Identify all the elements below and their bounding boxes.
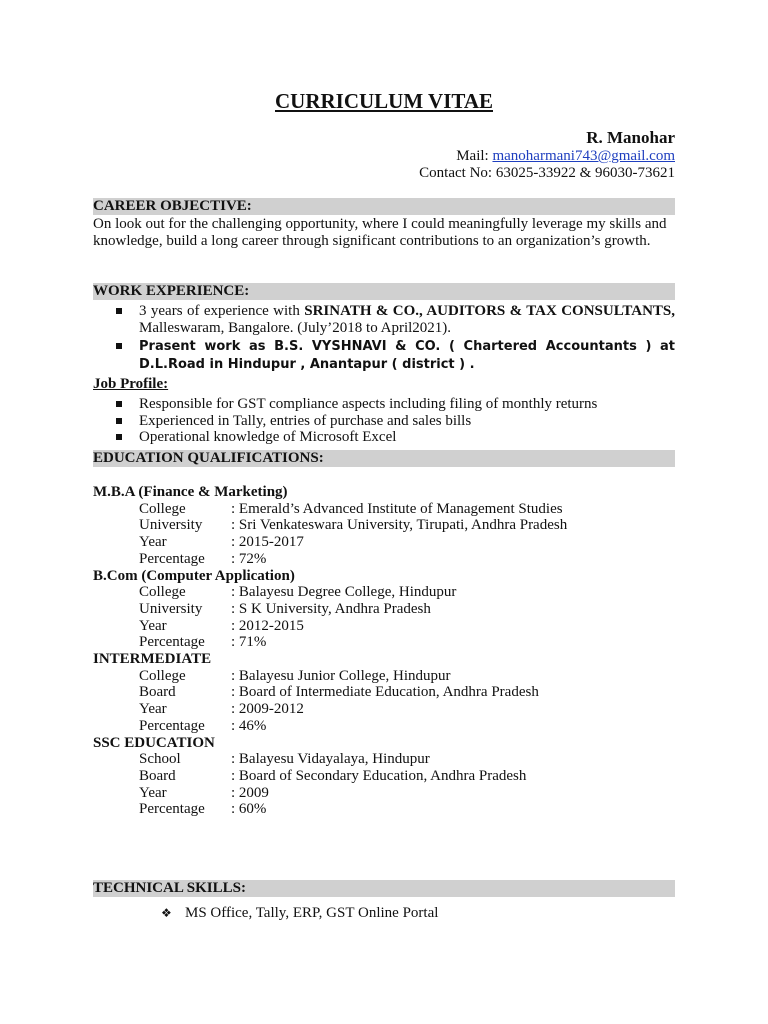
degree-field-value: : Balayesu Degree College, Hindupur: [231, 584, 457, 601]
education-list: [93, 484, 675, 818]
job-profile-list: [93, 396, 675, 446]
degree-row: [93, 785, 675, 802]
degree-field-value: : 2009: [231, 784, 269, 801]
degree-row: [93, 618, 675, 635]
job-profile-text: Responsible for GST compliance aspects including filing of monthly returns: [139, 396, 598, 412]
job-profile-text: Experienced in Tally, entries of purchase and sales bills: [139, 412, 472, 429]
degree-row: [93, 601, 675, 618]
mail-label: Mail:: [456, 148, 493, 164]
degree-field-label: Board: [139, 767, 176, 784]
degree-field-label: College: [139, 667, 186, 684]
degree-field-label: University: [139, 600, 203, 617]
work-experience-heading: WORK EXPERIENCE:: [93, 283, 675, 300]
degree-field-label: Year: [139, 617, 167, 634]
mail-line: [419, 148, 675, 165]
candidate-name: R. Manohar: [586, 128, 675, 147]
degree-field-label: Percentage: [139, 801, 205, 818]
degree-name: INTERMEDIATE: [93, 651, 212, 668]
degree-row: [93, 684, 675, 701]
degree-field-label: Percentage: [139, 550, 205, 567]
degree-row: [93, 501, 675, 518]
degree-field-value: : 2015-2017: [231, 534, 304, 551]
job-profile-item: [93, 429, 675, 446]
degree-name: B.Com (Computer Application): [93, 567, 295, 584]
work-item-1-location: Malleswaram, Bangalore. (July’2018 to April2021).: [139, 319, 452, 336]
degree-field-label: Percentage: [139, 717, 205, 734]
degree-name: M.B.A (Finance & Marketing): [93, 484, 288, 500]
technical-skills-list: [161, 905, 438, 922]
degree-row: [93, 517, 675, 534]
degree-field-label: College: [139, 584, 186, 601]
technical-skills-text: MS Office, Tally, ERP, GST Online Portal: [185, 905, 439, 921]
degree-field-label: University: [139, 517, 203, 534]
degree-field-label: Year: [139, 784, 167, 801]
work-item-2-text: Prasent work as B.S. VYSHNAVI & CO. ( Chartered Accountants ) at D.L.Road in Hindupur , Anantapur ( district ) .: [139, 339, 675, 373]
square-bullet-icon: [116, 418, 122, 424]
degree-field-value: : 2009-2012: [231, 701, 304, 718]
job-profile-text: Operational knowledge of Microsoft Excel: [139, 429, 397, 446]
degree-field-value: : Emerald’s Advanced Institute of Management Studies: [231, 500, 563, 517]
job-profile-item: [93, 396, 675, 413]
degree-block: [93, 735, 675, 819]
degree-field-value: : Board of Secondary Education, Andhra Pradesh: [231, 767, 527, 784]
square-bullet-icon: [116, 401, 122, 407]
career-objective-text: On look out for the challenging opportunity, where I could meaningfully leverage my skills and knowledge, build a long career through significant contributions to an organization’s growth.: [93, 216, 667, 249]
work-experience-list: [93, 303, 675, 374]
contact-number: Contact No: 63025-33922 & 96030-73621: [419, 164, 675, 181]
degree-field-value: : 60%: [231, 801, 267, 818]
degree-field-label: Year: [139, 701, 167, 718]
square-bullet-icon: [116, 343, 122, 349]
job-profile-label: Job Profile:: [93, 376, 169, 392]
degree-row: [93, 584, 675, 601]
degree-field-value: : S K University, Andhra Pradesh: [231, 600, 431, 617]
degree-field-label: Year: [139, 534, 167, 551]
education-heading: EDUCATION QUALIFICATIONS:: [93, 450, 675, 467]
job-profile-item: [93, 413, 675, 430]
degree-row: [93, 551, 675, 568]
degree-field-value: : 46%: [231, 717, 267, 734]
work-item-1-text: 3 years of experience with: [139, 303, 305, 319]
contact-block: [419, 128, 675, 181]
degree-row: [93, 534, 675, 551]
degree-field-value: : Balayesu Junior College, Hindupur: [231, 667, 451, 684]
work-item-1-company: SRINATH & CO., AUDITORS & TAX CONSULTANTS,: [304, 303, 676, 319]
career-objective-heading: CAREER OBJECTIVE:: [93, 198, 675, 215]
degree-field-value: : Balayesu Vidayalaya, Hindupur: [231, 751, 430, 768]
degree-block: [93, 651, 675, 735]
degree-field-value: : 72%: [231, 550, 267, 567]
degree-row: [93, 668, 675, 685]
square-bullet-icon: [116, 434, 122, 440]
degree-block: [93, 568, 675, 652]
work-item-1: [93, 303, 675, 336]
email-link[interactable]: manoharmani743@gmail.com: [492, 148, 675, 164]
degree-field-label: School: [139, 751, 181, 768]
degree-row: [93, 751, 675, 768]
degree-field-value: : Board of Intermediate Education, Andhra Pradesh: [231, 684, 539, 701]
degree-row: [93, 634, 675, 651]
technical-skills-heading: TECHNICAL SKILLS:: [93, 880, 675, 897]
degree-block: [93, 484, 675, 568]
degree-field-label: College: [139, 500, 186, 517]
degree-field-value: : 71%: [231, 634, 267, 651]
degree-field-label: Board: [139, 684, 176, 701]
degree-row: [93, 718, 675, 735]
degree-field-value: : 2012-2015: [231, 617, 304, 634]
degree-field-label: Percentage: [139, 634, 205, 651]
degree-row: [93, 801, 675, 818]
degree-row: [93, 701, 675, 718]
degree-name: SSC EDUCATION: [93, 734, 215, 751]
degree-field-value: : Sri Venkateswara University, Tirupati, Andhra Pradesh: [231, 517, 568, 534]
document-title: CURRICULUM VITAE: [275, 89, 493, 113]
diamond-bullet-icon: ❖: [161, 906, 172, 920]
work-item-2: [93, 338, 675, 374]
degree-row: [93, 768, 675, 785]
square-bullet-icon: [116, 308, 122, 314]
